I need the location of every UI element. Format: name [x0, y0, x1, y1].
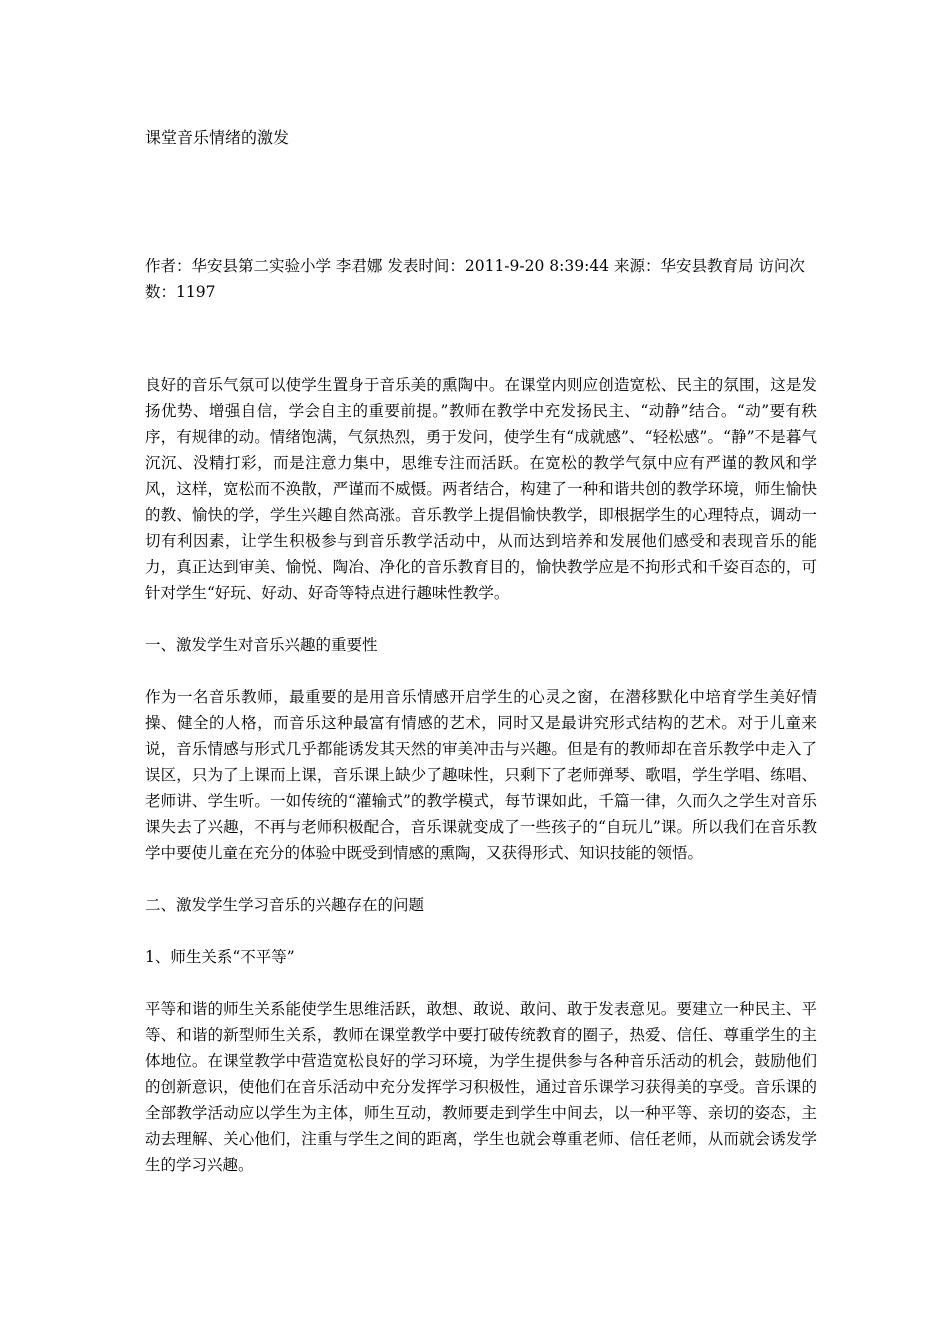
page-title: 课堂音乐情绪的激发 — [145, 128, 290, 147]
paragraph-section-1: 作为一名音乐教师，最重要的是用音乐情感开启学生的心灵之窗，在潜移默化中培育学生美好情操、健全的人格，而音乐这种最富有情感的艺术，同时又是最讲究形式结构的艺术。对于儿童来说，音乐情感与形式几乎都能诱发其天然的审美冲击与兴趣。但是有的教师却在音乐教学中走入了误区，只为了上课而上课，音乐课上缺少了趣味性，只剩下了老师弹琴、歌唱，学生学唱、练唱、老师讲、学生听。一如传统的“灌输式”的教学模式，每节课如此，千篇一律，久而久之学生对音乐课失去了兴趣，不再与老师积极配合，音乐课就变成了一些孩子的“自玩儿”课。所以我们在音乐教学中要使儿童在充分的体验中既受到情感的熏陶，又获得形式、知识技能的领悟。 — [145, 688, 817, 862]
subsection-heading-1: 1、师生关系“不平等” — [145, 948, 295, 966]
article-meta: 作者：华安县第二实验小学 李君娜 发表时间：2011-9-20 8:39:44 来源：华安县教育局 访问次数：1197 — [145, 257, 805, 301]
paragraph-subsection-1: 平等和谐的师生关系能使学生思维活跃，敢想、敢说、敢问、敢于发表意见。要建立一种民主、平等、和谐的新型师生关系，教师在课堂教学中要打破传统教育的圈子，热爱、信任、尊重学生的主体地位。在课堂教学中营造宽松良好的学习环境，为学生提供参与各种音乐活动的机会，鼓励他们的创新意识，使他们在音乐活动中充分发挥学习积极性，通过音乐课学习获得美的享受。音乐课的全部教学活动应以学生为主体，师生互动，教师要走到学生中间去，以一种平等、亲切的姿态，主动去理解、关心他们，注重与学生之间的距离，学生也就会尊重老师、信任老师，从而就会诱发学生的学习兴趣。 — [145, 1000, 817, 1174]
section-heading-2: 二、激发学生学习音乐的兴趣存在的问题 — [145, 896, 425, 914]
section-heading-1: 一、激发学生对音乐兴趣的重要性 — [145, 636, 378, 654]
paragraph-intro: 良好的音乐气氛可以使学生置身于音乐美的熏陶中。在课堂内则应创造宽松、民主的氛围，这是发扬优势、增强自信，学会自主的重要前提。”教师在教学中充发扬民主、“动静”结合。“动”要有秩序，有规律的动。情绪饱满，气氛热烈，勇于发问，使学生有“成就感”、“轻松感”。“静”不是暮气沉沉、没精打彩，而是注意力集中，思维专注而活跃。在宽松的教学气氛中应有严谨的教风和学风，这样，宽松而不涣散，严谨而不威慑。两者结合，构建了一种和谐共创的教学环境，师生愉快的教、愉快的学，学生兴趣自然高涨。音乐教学上提倡愉快教学，即根据学生的心理特点，调动一切有利因素，让学生积极参与到音乐教学活动中，从而达到培养和发展他们感受和表现音乐的能力，真正达到审美、愉悦、陶冶、净化的音乐教育目的，愉快教学应是不拘形式和千姿百态的，可针对学生“好玩、好动、好奇等特点进行趣味性教学。 — [145, 376, 817, 602]
article-body — [145, 372, 817, 1204]
